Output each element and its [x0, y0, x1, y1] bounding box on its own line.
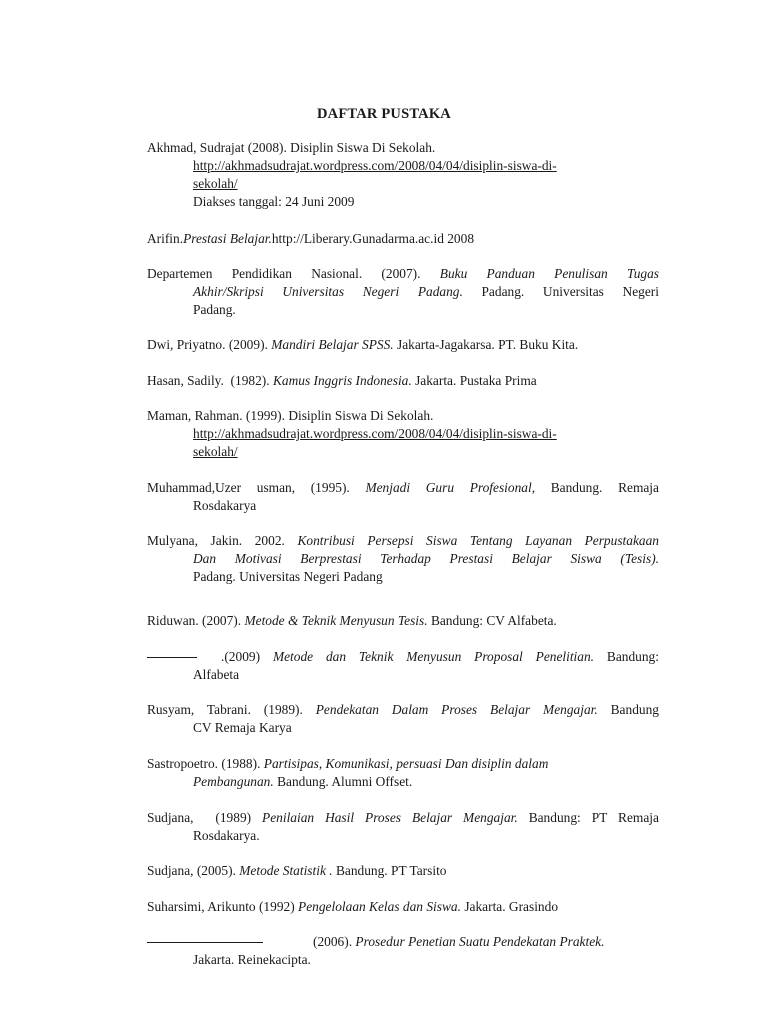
reference-author: Sudjana, (2005).	[147, 863, 236, 878]
reference-title: Prosedur Penetian Suatu Pendekatan Praktek.	[355, 934, 605, 949]
reference-line	[147, 532, 659, 550]
reference-publisher: , Bandung. Remaja	[531, 480, 659, 495]
reference-riduwan-2009	[147, 648, 659, 684]
reference-publisher: Bandung: CV Alfabeta.	[430, 613, 557, 628]
reference-author: Sudjana, (1989)	[147, 810, 252, 825]
reference-publisher: Padang. Universitas Negeri	[481, 284, 659, 299]
same-author-dash	[147, 657, 197, 658]
reference-accessed: Diakses tanggal: 24 Juni 2009	[193, 194, 355, 209]
reference-author: Akhmad, Sudrajat (2008). Disiplin Siswa Di Sekolah.	[147, 140, 436, 155]
reference-title: Pengelolaan Kelas dan Siswa.	[298, 899, 461, 914]
reference-publisher: Padang. Universitas Negeri Padang	[193, 569, 383, 584]
reference-source: http://Liberary.Gunadarma.ac.id 2008	[271, 231, 475, 246]
reference-suharsimi	[147, 898, 659, 916]
reference-title-cont: Dan Motivasi Berprestasi Terhadap Prestasi Belajar Siswa (Tesis).	[193, 551, 659, 566]
reference-sudjana-2005	[147, 862, 659, 880]
reference-publisher: Bandung. PT Tarsito	[335, 863, 447, 878]
reference-line	[147, 933, 659, 951]
reference-publisher: Jakarta-Jagakarsa. PT. Buku Kita.	[396, 337, 579, 352]
page-title: DAFTAR PUSTAKA	[317, 106, 451, 122]
reference-publisher: Jakarta. Reinekacipta.	[193, 952, 311, 967]
reference-line	[147, 898, 659, 916]
reference-title: Metode dan Teknik Menyusun Proposal Penelitian.	[272, 649, 595, 664]
reference-title: Buku Panduan Penulisan Tugas	[439, 266, 659, 281]
reference-title-cont: Akhir/Skripsi Universitas Negeri Padang.	[193, 284, 463, 299]
reference-publisher: Jakarta. Grasindo	[464, 899, 559, 914]
reference-line	[147, 701, 659, 719]
reference-line	[147, 336, 659, 354]
reference-publisher-cont: Padang.	[193, 302, 236, 317]
reference-line	[147, 612, 659, 630]
reference-muhammad	[147, 479, 659, 515]
reference-maman	[147, 407, 659, 461]
reference-line	[147, 809, 659, 827]
reference-depdiknas	[147, 265, 659, 319]
reference-title: Prestasi Belajar.	[183, 231, 272, 246]
reference-line	[193, 283, 659, 301]
reference-line	[147, 862, 659, 880]
reference-author: Maman, Rahman. (1999). Disiplin Siswa Di Sekolah.	[147, 408, 434, 423]
reference-publisher: Bandung. Alumni Offset.	[277, 774, 413, 789]
reference-publisher: Bandung	[610, 702, 659, 717]
reference-mulyana	[147, 532, 659, 586]
same-author-dash	[147, 942, 263, 943]
reference-author: Rusyam, Tabrani. (1989).	[147, 702, 303, 717]
reference-publisher-cont: Rosdakarya	[193, 498, 257, 513]
reference-author: Dwi, Priyatno. (2009).	[147, 337, 268, 352]
reference-title: Penilaian Hasil Proses Belajar Mengajar.	[262, 810, 518, 825]
reference-suharsimi-2006	[147, 933, 659, 969]
reference-sastropoetro	[147, 755, 659, 791]
reference-title: Metode Statistik .	[239, 863, 333, 878]
reference-author: Arifin.	[147, 231, 184, 246]
reference-author: Riduwan. (2007).	[147, 613, 242, 628]
reference-title: Partisipas, Komunikasi, persuasi Dan disiplin dalam	[263, 756, 549, 771]
reference-publisher: Jakarta. Pustaka Prima	[415, 373, 537, 388]
reference-line	[193, 773, 659, 791]
reference-title: Mandiri Belajar SPSS.	[271, 337, 394, 352]
reference-link[interactable]: http://akhmadsudrajat.wordpress.com/2008/04/04/disiplin-siswa-di-	[193, 426, 557, 441]
reference-publisher: Bandung: PT Remaja	[528, 810, 659, 825]
reference-author: Mulyana, Jakin. 2002.	[147, 533, 285, 548]
reference-line	[147, 479, 659, 497]
reference-year: .(2009)	[221, 649, 261, 664]
reference-publisher-cont: Rosdakarya.	[193, 828, 260, 843]
reference-dwi	[147, 336, 659, 354]
reference-publisher-cont: Alfabeta	[193, 667, 240, 682]
reference-link-cont[interactable]: sekolah/	[193, 444, 238, 459]
reference-year: (2006).	[313, 934, 353, 949]
reference-author: Suharsimi, Arikunto (1992)	[147, 899, 295, 914]
reference-author: Hasan, Sadily. (1982).	[147, 373, 270, 388]
reference-akhmad	[147, 139, 659, 211]
reference-riduwan	[147, 612, 659, 630]
reference-author: Departemen Pendidikan Nasional. (2007).	[147, 266, 421, 281]
reference-rusyam	[147, 701, 659, 737]
reference-hasan	[147, 372, 659, 390]
reference-line	[147, 648, 659, 666]
reference-link[interactable]: http://akhmadsudrajat.wordpress.com/2008/04/04/disiplin-siswa-di-	[193, 158, 557, 173]
reference-title-cont: Pembangunan.	[193, 774, 274, 789]
reference-arifin	[147, 230, 659, 248]
reference-line	[147, 372, 659, 390]
reference-line	[147, 230, 659, 248]
reference-title: Kontribusi Persepsi Siswa Tentang Layanan Perpustakaan	[297, 533, 659, 548]
reference-line	[147, 755, 659, 773]
reference-title: Pendekatan Dalam Proses Belajar Mengajar.	[315, 702, 598, 717]
reference-title: Kamus Inggris Indonesia.	[272, 373, 412, 388]
reference-line	[147, 265, 659, 283]
reference-title: Metode & Teknik Menyusun Tesis.	[244, 613, 428, 628]
reference-author: Muhammad,Uzer usman, (1995).	[147, 480, 350, 495]
reference-link-cont[interactable]: sekolah/	[193, 176, 238, 191]
reference-sudjana-1989	[147, 809, 659, 845]
reference-publisher-cont: CV Remaja Karya	[193, 720, 292, 735]
reference-title: Menjadi Guru Profesional	[365, 480, 532, 495]
reference-author: Sastropoetro. (1988).	[147, 756, 261, 771]
reference-publisher: Bandung:	[606, 649, 659, 664]
